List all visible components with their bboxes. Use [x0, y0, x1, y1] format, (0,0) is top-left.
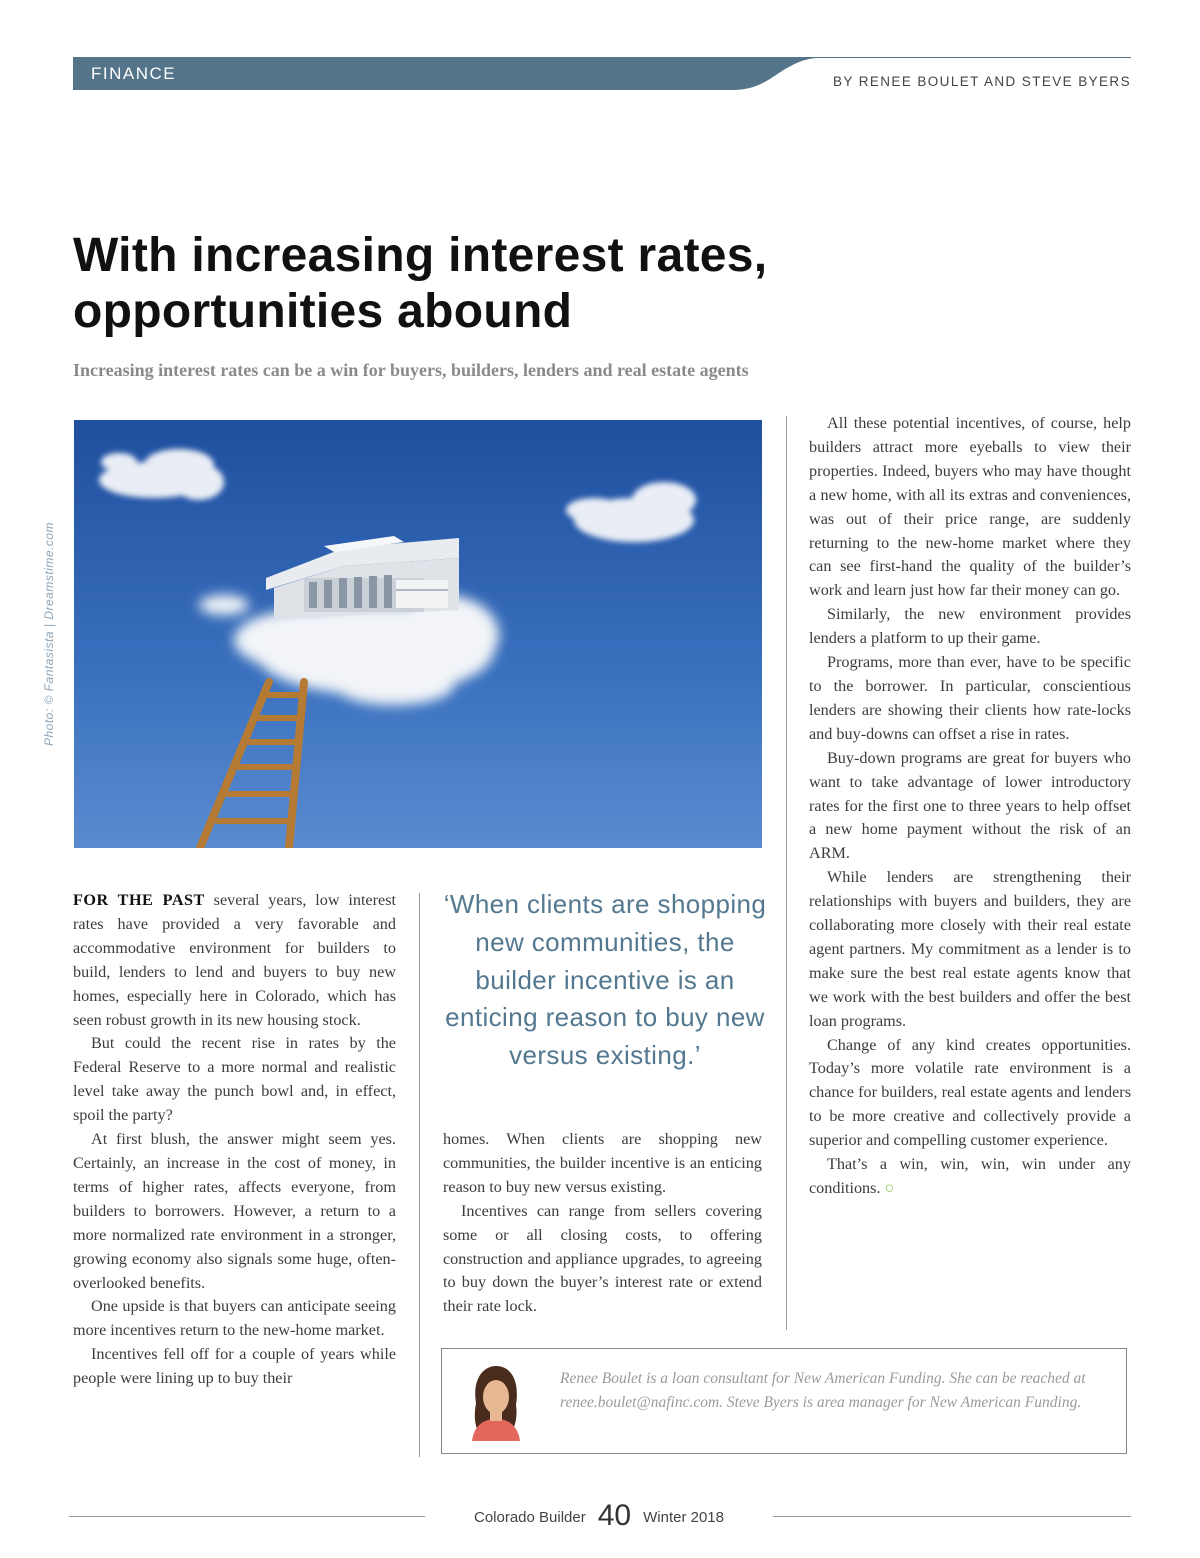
- column-divider: [419, 893, 420, 1457]
- paragraph: Similarly, the new environment provides lenders a platform to up their game.: [809, 605, 1131, 648]
- paragraph: But could the recent rise in rates by the Federal Reserve to a more normal and realistic level take away the punch bowl and, in effect, spoil the party?: [73, 1034, 396, 1125]
- pull-quote: ‘When clients are shopping new communities, the builder incentive is an enticing reason to buy new versus existing.’: [443, 889, 767, 1071]
- paragraph: While lenders are strengthening their relationships with buyers and builders, they are collaborating more closely with their real estate agent partners. My commitment as a lender is to make sure the best real estate agents know that we work with the best builders and offer the best loan programs.: [809, 868, 1131, 1030]
- article-column-3: [809, 412, 1131, 1201]
- publication-name: Colorado Builder: [474, 1509, 586, 1526]
- paragraph: Buy-down programs are great for buyers who want to take advantage of lower introductory rates for the first one to three years to help offset a new home payment without the risk of an ARM.: [809, 748, 1131, 863]
- title-line-1: With increasing interest rates,: [73, 229, 768, 282]
- page-number: 40: [597, 1499, 632, 1532]
- author-bio: Renee Boulet is a loan consultant for New American Funding. She can be reached at renee.boulet@nafinc.com. Steve Byers is area manager for New American Funding.: [560, 1370, 1086, 1411]
- lead-in: FOR THE PAST: [73, 891, 205, 909]
- article-column-2: [443, 1128, 762, 1319]
- article-subtitle: Increasing interest rates can be a win for buyers, builders, lenders and real estate agents: [73, 360, 749, 380]
- end-mark-icon: ○: [884, 1179, 895, 1197]
- article-title: [73, 228, 973, 340]
- byline: BY RENEE BOULET AND STEVE BYERS: [833, 74, 1131, 89]
- issue-date: Winter 2018: [643, 1509, 724, 1526]
- paragraph: Change of any kind creates opportunities. Today’s more volatile rate environment is a chance for builders, real estate agents and lenders to be more creative and collectively provide a superior and compelling customer experience.: [809, 1035, 1131, 1150]
- paragraph: One upside is that buyers can anticipate seeing more incentives return to the new-home market.: [73, 1297, 396, 1340]
- paragraph: Incentives fell off for a couple of years while people were lining up to buy their: [73, 1345, 396, 1388]
- column-divider: [786, 416, 787, 1330]
- paragraph: All these potential incentives, of course, help builders attract more eyeballs to view their properties. Indeed, buyers who may have thought a new home, with all its extras and conveniences, was out of their price range, are suddenly returning to the new-home market where they can see first-hand the quality of the builder’s work and learn just how far their money can go.: [809, 414, 1131, 600]
- house-on-cloud-photo: [74, 420, 762, 848]
- footer-rule: [773, 1516, 1131, 1517]
- author-photo: [466, 1363, 524, 1441]
- paragraph: FOR THE PAST several years, low interest rates have provided a very favorable and accommodative environment for builders to build, lenders to lend and buyers to buy new homes, especially here in Colorado, which has seen robust growth in its new housing stock.: [73, 891, 396, 1029]
- paragraph: homes. When clients are shopping new communities, the builder incentive is an enticing reason to buy new versus existing.: [443, 1130, 762, 1196]
- footer-rule: [69, 1516, 425, 1517]
- photo-credit: Photo: © Fantasista | Dreamstime.com: [42, 521, 56, 747]
- paragraph: That’s a win, win, win, win under any conditions. ○: [809, 1155, 1131, 1197]
- paragraph: Incentives can range from sellers covering some or all closing costs, to offering construction and appliance upgrades, to agreeing to buy down the buyer’s interest rate or extend their rate lock.: [443, 1201, 762, 1316]
- page-footer: [425, 1496, 773, 1538]
- section-label: FINANCE: [91, 64, 177, 83]
- article-column-1: [73, 889, 396, 1464]
- paragraph: Programs, more than ever, have to be specific to the borrower. In particular, conscientious lenders are showing their clients how rate-locks and buy-downs can offset a rise in rates.: [809, 653, 1131, 743]
- title-line-2: opportunities abound: [73, 285, 573, 338]
- paragraph: At first blush, the answer might seem yes. Certainly, an increase in the cost of money, in terms of higher rates, affects everyone, from builders to borrowers. However, a return to a more normalized rate environment in a stronger, growing economy also signals some huge, often-overlooked benefits.: [73, 1130, 396, 1292]
